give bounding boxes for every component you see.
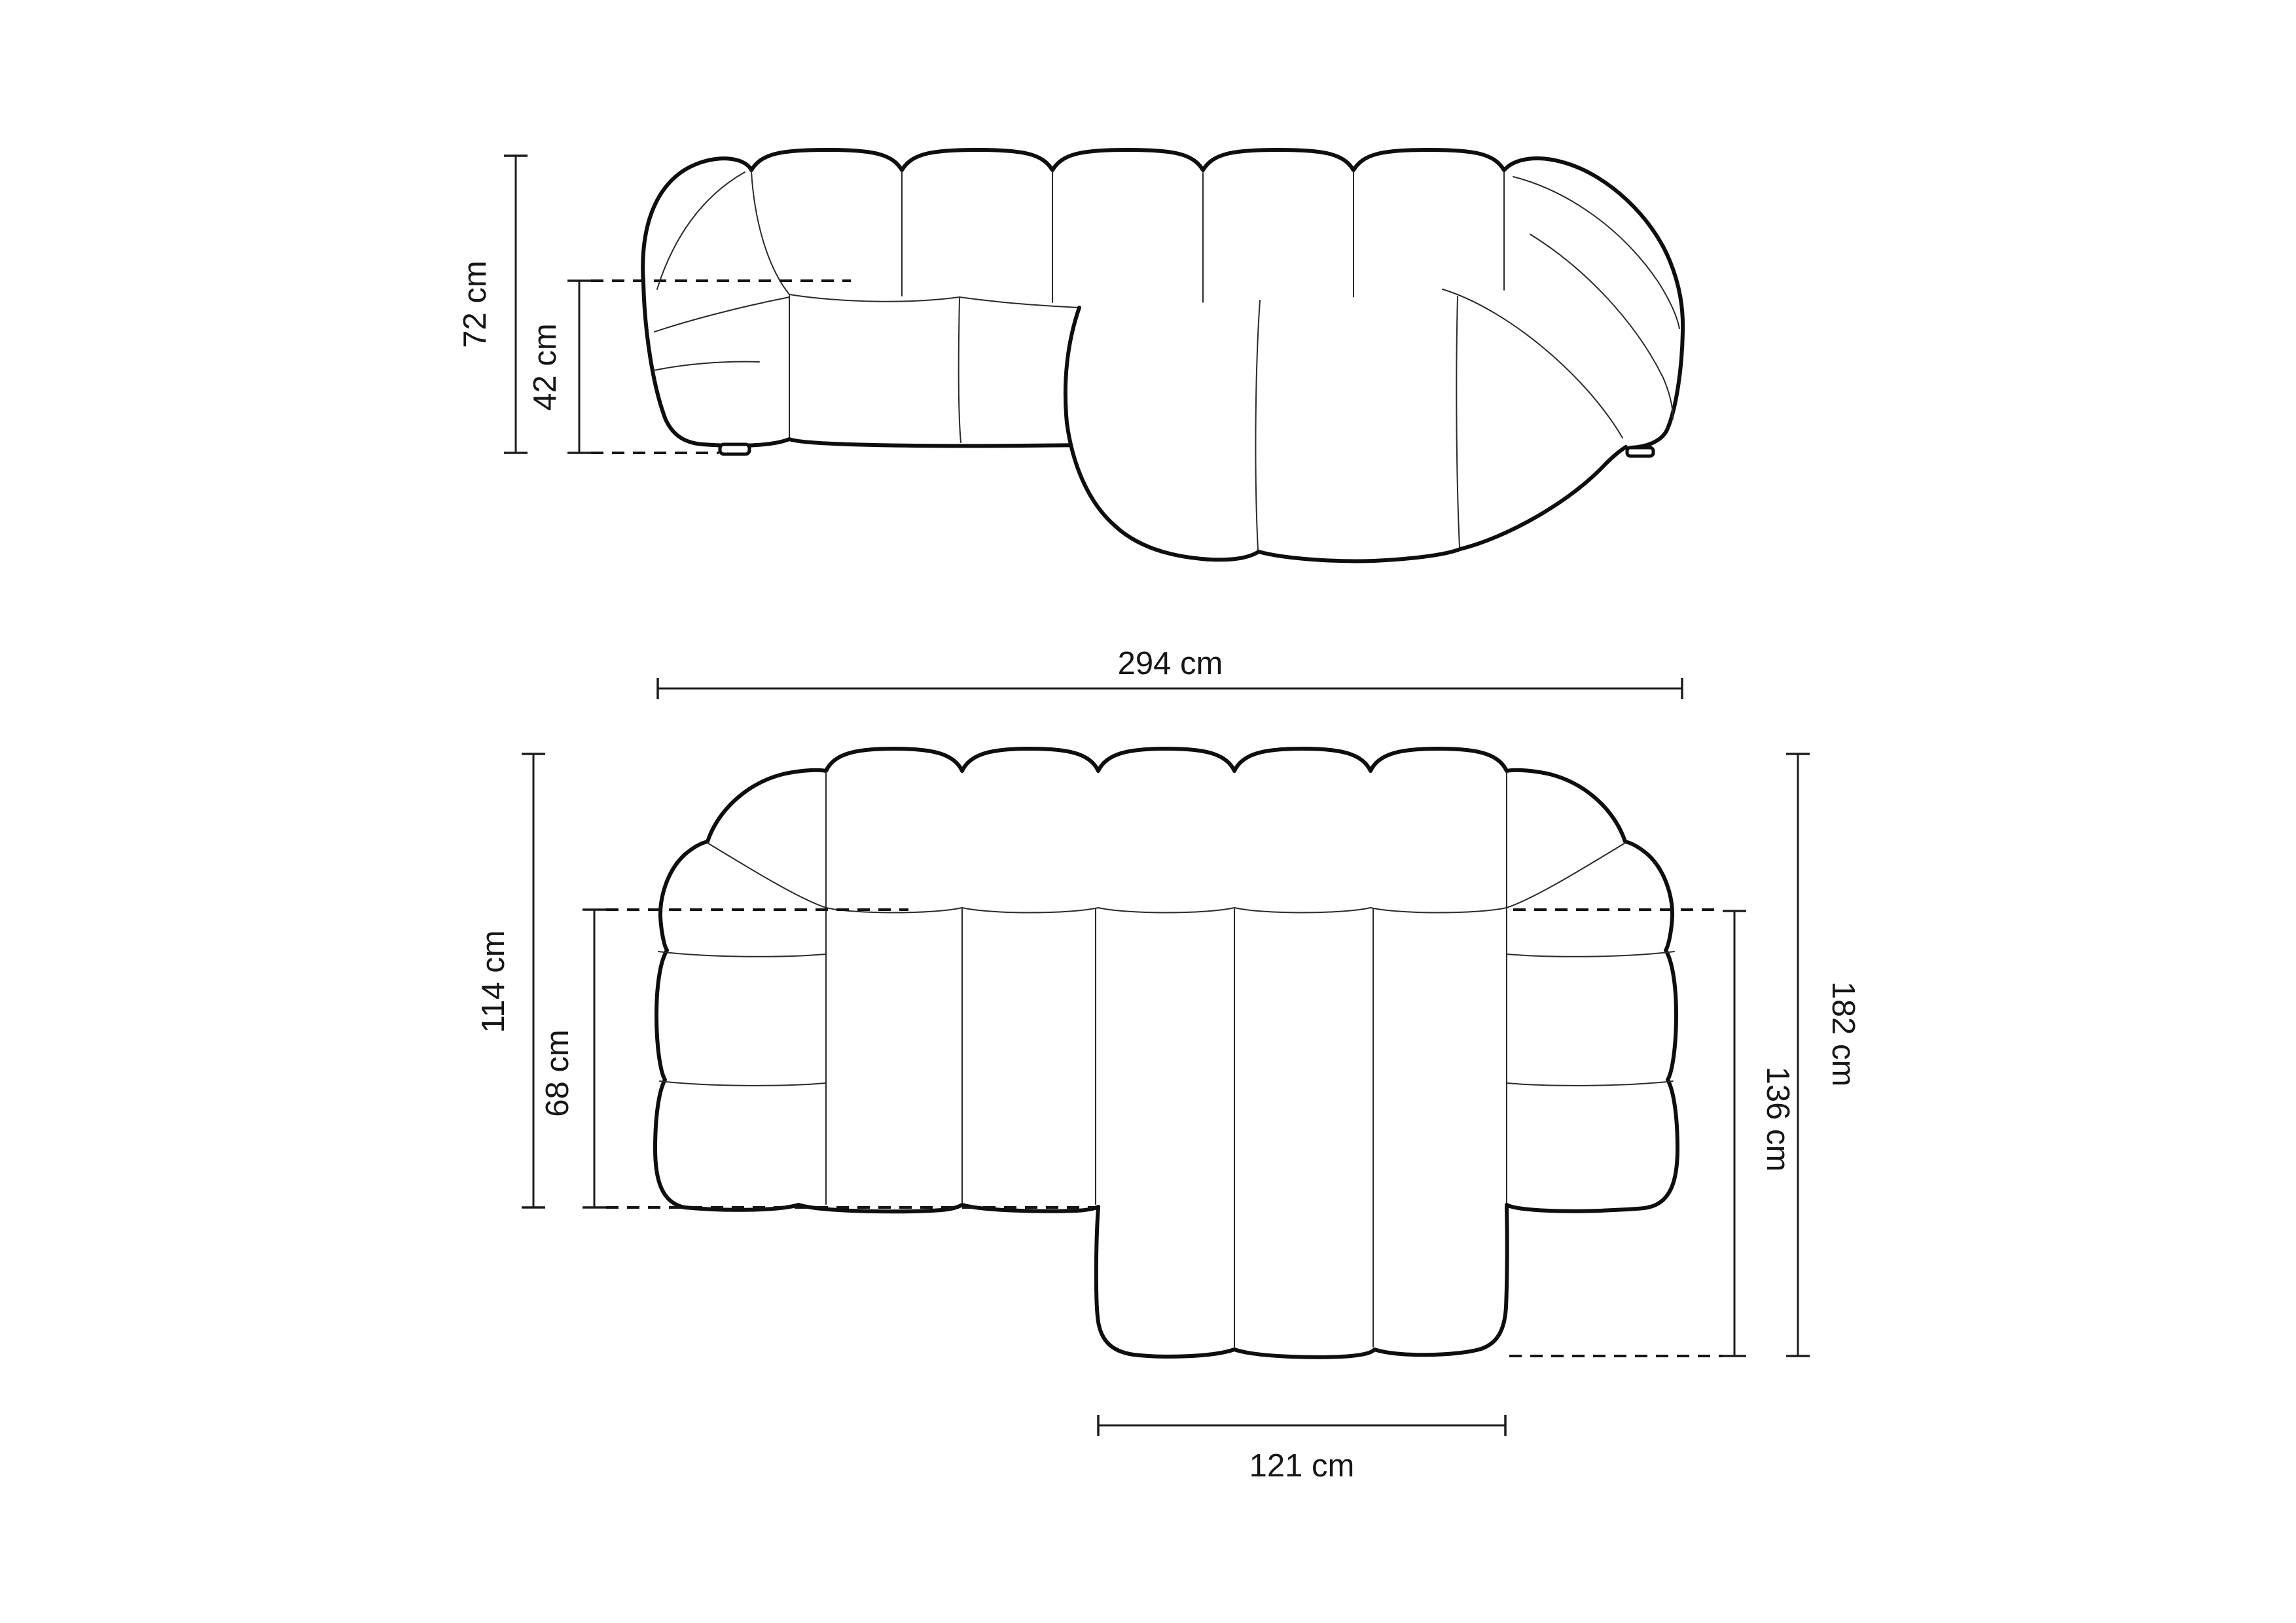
front-right-foot (1627, 448, 1653, 456)
dimension-label-overall-height: 72 cm (457, 260, 493, 348)
top-right-arm-seam (1507, 952, 1674, 957)
front-left-arm-seam (655, 297, 789, 332)
top-backrest-front-scallop (826, 908, 1507, 913)
front-chaise-fill (1066, 289, 1626, 561)
front-view (457, 150, 1683, 699)
front-base-line (703, 439, 1090, 446)
top-right-arm-seam (1507, 1081, 1673, 1086)
dimension-label-overall-depth: 182 cm (1825, 981, 1861, 1087)
dimension-label-seat-depth: 68 cm (540, 1029, 575, 1117)
front-seat-scallop (789, 294, 1079, 308)
dimension-label-body-depth: 114 cm (476, 930, 511, 1033)
front-left-foot (720, 444, 749, 454)
dimension-label-chaise-depth: 136 cm (1760, 1066, 1795, 1172)
top-view (476, 749, 1861, 1484)
front-left-arm-outline (643, 283, 703, 444)
dimension-overall-width (658, 646, 1682, 699)
top-right-arm-outline (1648, 917, 1677, 1207)
top-corner-seam-left (708, 843, 826, 908)
dimension-label-seat-height: 42 cm (528, 323, 563, 411)
dimension-body-depth (476, 754, 545, 1207)
front-corner-seam-left (751, 171, 789, 294)
dimension-chaise-width (1098, 1415, 1505, 1484)
dimension-label-overall-width: 294 cm (1117, 646, 1223, 681)
top-corner-seam-right (1507, 843, 1625, 908)
front-right-arm-seam (1513, 177, 1679, 329)
top-backrest-outline (660, 749, 1672, 917)
top-seat-front-edge-right (1507, 1205, 1648, 1211)
top-left-arm-outline (655, 917, 685, 1207)
dimension-seat-depth (540, 910, 606, 1207)
dimension-seat-height (528, 281, 591, 453)
top-left-arm-seam (660, 1081, 826, 1086)
front-left-arm-seam (657, 172, 745, 289)
front-left-arm-seam (654, 362, 759, 370)
top-chaise-outline (1096, 1207, 1507, 1357)
dimension-chaise-depth (1723, 911, 1795, 1356)
dimension-overall-height (457, 156, 528, 453)
top-left-arm-seam (658, 952, 826, 957)
dimension-overall-depth (1786, 754, 1861, 1356)
dimension-label-chaise-width: 121 cm (1249, 1448, 1355, 1484)
front-seat-seam (959, 298, 961, 442)
